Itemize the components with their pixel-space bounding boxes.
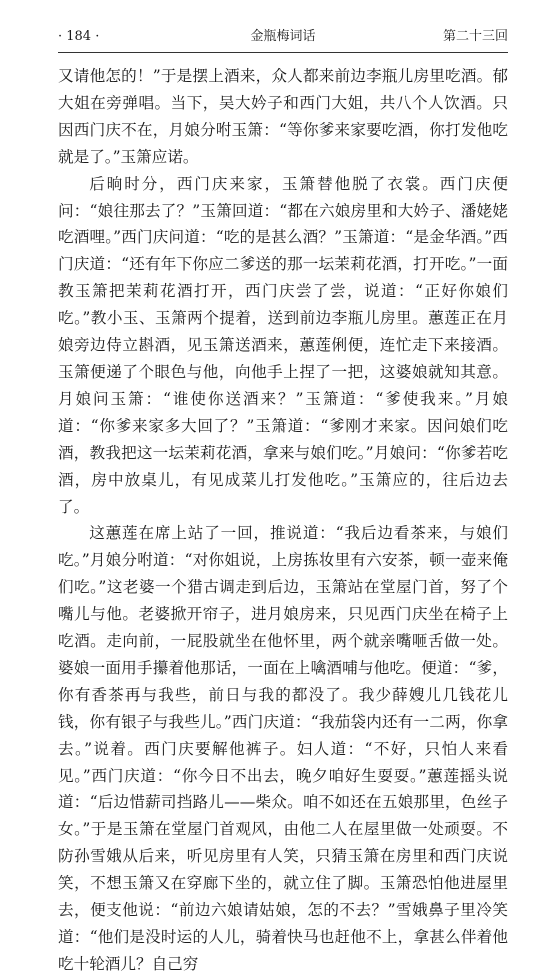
paragraph-3: 这蕙莲在席上站了一回，推说道：“我后边看茶来，与娘们吃。”月娘分咐道：“对你姐说，上房拣妆里有六安茶，顿一壶来俺们吃。”这老婆一个猎古调走到后边，玉箫站在堂屋门首，努了个嘴儿与他。老婆掀开帘子，进月娘房来，只见西门庆坐在椅子上吃酒。走向前，一屁股就坐在他怀里，两个就亲嘴咂舌做一处。婆娘一面用手攥着他那话，一面在上噙酒哺与他吃。便道：“爹，你有香茶再与我些，前日与我的都没了。我少薛嫂儿几钱花儿钱，你有银子与我些儿。”西门庆道：“我茄袋内还有一二两，你拿去。”说着。西门庆要解他裤子。妇人道：“不好，只怕人来看见。”西门庆道：“你今日不出去，晚夕咱好生耍耍。”蕙莲摇头说道：“后边惜薪司挡路儿——柴众。咱不如还在五娘那里，色丝子女。”于是玉箫在堂屋门首观风，由他二人在屋里做一处顽耍。不防孙雪娥从后来，听见房里有人笑，只猜玉箫在房里和西门庆说笑，不想玉箫又在穿廊下坐的，就立住了脚。玉箫恐怕他进屋里去，便支他说：“前边六娘请姑娘，怎的不去？”雪娥鼻子里冷笑道：“他们是没时运的人儿，骑着快马也赶他不上，拿甚么伴着他吃十轮酒儿？自己穷: [58, 524, 508, 973]
chapter-title: 第二十三回: [442, 29, 508, 44]
header-rule: [58, 52, 508, 53]
book-title: 金瓶梅词话: [250, 29, 316, 44]
paragraph-1: 又请他怎的！”于是摆上酒来，众人都来前边李瓶儿房里吃酒。郁大姐在旁弹唱。当下，吴大妗子和西门大姐，共八个人饮酒。只因西门庆不在，月娘分咐玉箫：“等你爹来家要吃酒，你打发他吃就是了。”玉箫应诺。: [58, 67, 508, 166]
page-number: · 184 ·: [58, 29, 100, 44]
page-header: [58, 26, 508, 48]
paragraph-2: 后晌时分，西门庆来家，玉箫替他脱了衣裳。西门庆便问：“娘往那去了？”玉箫回道：“都在六娘房里和大妗子、潘姥姥吃酒哩。”西门庆问道：“吃的是甚么酒？”玉箫道：“是金华酒。”西门庆道：“还有年下你应二爹送的那一坛茉莉花酒，打开吃。”一面教玉箫把茉莉花酒打开，西门庆尝了尝，说道：“正好你娘们吃。”教小玉、玉箫两个提着，送到前边李瓶儿房里。蕙莲正在月娘旁边侍立斟酒，见玉箫送酒来，蕙莲俐便，连忙走下来接酒。玉箫便递了个眼色与他，向他手上捏了一把，这婆娘就知其意。月娘问玉箫：“谁使你送酒来？”玉箫道：“爹使我来。”月娘道：“你爹来家多大回了？”玉箫道：“爹刚才来家。因问娘们吃酒，教我把这一坛茉莉花酒，拿来与娘们吃。”月娘问：“你爹若吃酒，房中放桌儿，有见成菜儿打发他吃。”玉箫应的，往后边去了。: [58, 174, 508, 516]
page-body: [58, 63, 508, 978]
